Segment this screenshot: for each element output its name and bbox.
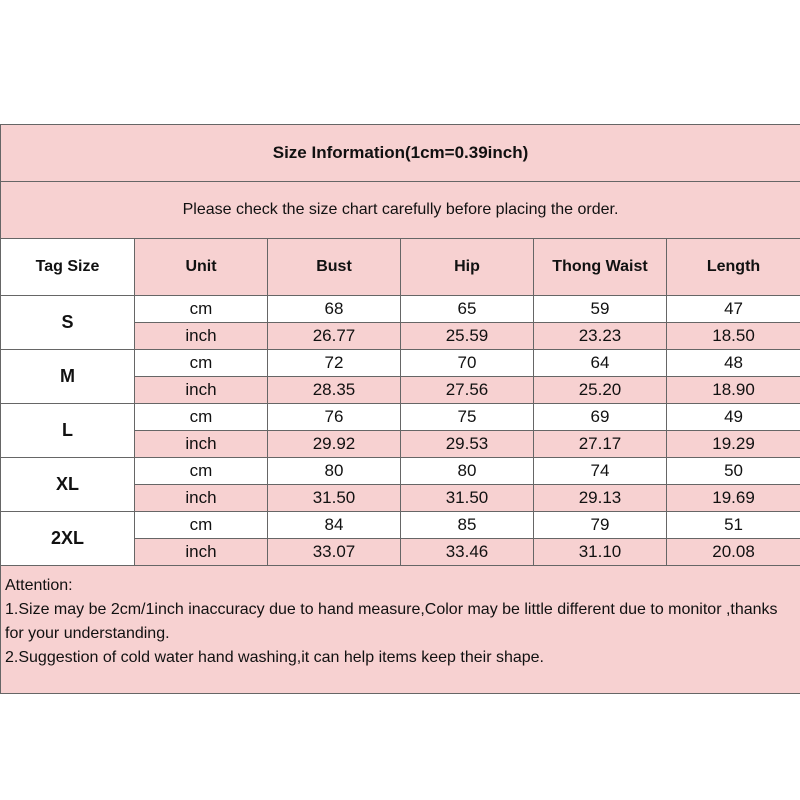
measure-cell: 50 <box>667 458 800 485</box>
measure-cell: 47 <box>667 296 800 323</box>
measure-cell: 18.90 <box>667 377 800 404</box>
measure-cell: 33.07 <box>268 539 401 566</box>
unit-cell: inch <box>135 539 268 566</box>
header-tag-size: Tag Size <box>1 239 135 296</box>
measure-cell: 76 <box>268 404 401 431</box>
measure-cell: 29.13 <box>534 485 667 512</box>
measure-cell: 19.29 <box>667 431 800 458</box>
measure-cell: 31.10 <box>534 539 667 566</box>
measure-cell: 28.35 <box>268 377 401 404</box>
size-chart-subtitle: Please check the size chart carefully before placing the order. <box>1 182 800 239</box>
unit-cell: inch <box>135 485 268 512</box>
measure-cell: 18.50 <box>667 323 800 350</box>
measure-cell: 80 <box>401 458 534 485</box>
measure-cell: 19.69 <box>667 485 800 512</box>
unit-cell: cm <box>135 296 268 323</box>
unit-cell: inch <box>135 323 268 350</box>
size-row-xl-cm <box>1 458 800 485</box>
measure-cell: 75 <box>401 404 534 431</box>
attention-notes <box>1 566 800 694</box>
measure-cell: 72 <box>268 350 401 377</box>
measure-cell: 48 <box>667 350 800 377</box>
size-label-2xl: 2XL <box>1 512 135 566</box>
header-row <box>1 239 800 296</box>
unit-cell: cm <box>135 512 268 539</box>
measure-cell: 74 <box>534 458 667 485</box>
attention-note-2: 2.Suggestion of cold water hand washing,it can help items keep their shape. <box>5 649 544 666</box>
attention-note-1: 1.Size may be 2cm/1inch inaccuracy due to hand measure,Color may be little different due to monitor ,thanks for your understanding. <box>5 601 778 642</box>
measure-cell: 51 <box>667 512 800 539</box>
header-length: Length <box>667 239 800 296</box>
measure-cell: 80 <box>268 458 401 485</box>
header-hip: Hip <box>401 239 534 296</box>
measure-cell: 49 <box>667 404 800 431</box>
size-row-l-cm <box>1 404 800 431</box>
size-label-m: M <box>1 350 135 404</box>
measure-cell: 29.92 <box>268 431 401 458</box>
measure-cell: 26.77 <box>268 323 401 350</box>
measure-cell: 31.50 <box>401 485 534 512</box>
unit-cell: inch <box>135 377 268 404</box>
measure-cell: 31.50 <box>268 485 401 512</box>
measure-cell: 85 <box>401 512 534 539</box>
measure-cell: 59 <box>534 296 667 323</box>
size-row-s-cm <box>1 296 800 323</box>
measure-cell: 25.59 <box>401 323 534 350</box>
unit-cell: cm <box>135 458 268 485</box>
header-unit: Unit <box>135 239 268 296</box>
measure-cell: 84 <box>268 512 401 539</box>
measure-cell: 70 <box>401 350 534 377</box>
measure-cell: 25.20 <box>534 377 667 404</box>
measure-cell: 27.17 <box>534 431 667 458</box>
header-bust: Bust <box>268 239 401 296</box>
header-thong-waist: Thong Waist <box>534 239 667 296</box>
unit-cell: inch <box>135 431 268 458</box>
size-row-2xl-cm <box>1 512 800 539</box>
measure-cell: 29.53 <box>401 431 534 458</box>
measure-cell: 68 <box>268 296 401 323</box>
measure-cell: 33.46 <box>401 539 534 566</box>
measure-cell: 27.56 <box>401 377 534 404</box>
measure-cell: 64 <box>534 350 667 377</box>
size-label-xl: XL <box>1 458 135 512</box>
measure-cell: 20.08 <box>667 539 800 566</box>
unit-cell: cm <box>135 350 268 377</box>
measure-cell: 65 <box>401 296 534 323</box>
measure-cell: 69 <box>534 404 667 431</box>
size-label-l: L <box>1 404 135 458</box>
unit-cell: cm <box>135 404 268 431</box>
attention-heading: Attention: <box>5 577 73 594</box>
size-chart-table <box>0 124 800 694</box>
size-row-m-cm <box>1 350 800 377</box>
measure-cell: 23.23 <box>534 323 667 350</box>
size-label-s: S <box>1 296 135 350</box>
measure-cell: 79 <box>534 512 667 539</box>
size-chart-title: Size Information(1cm=0.39inch) <box>1 125 800 182</box>
